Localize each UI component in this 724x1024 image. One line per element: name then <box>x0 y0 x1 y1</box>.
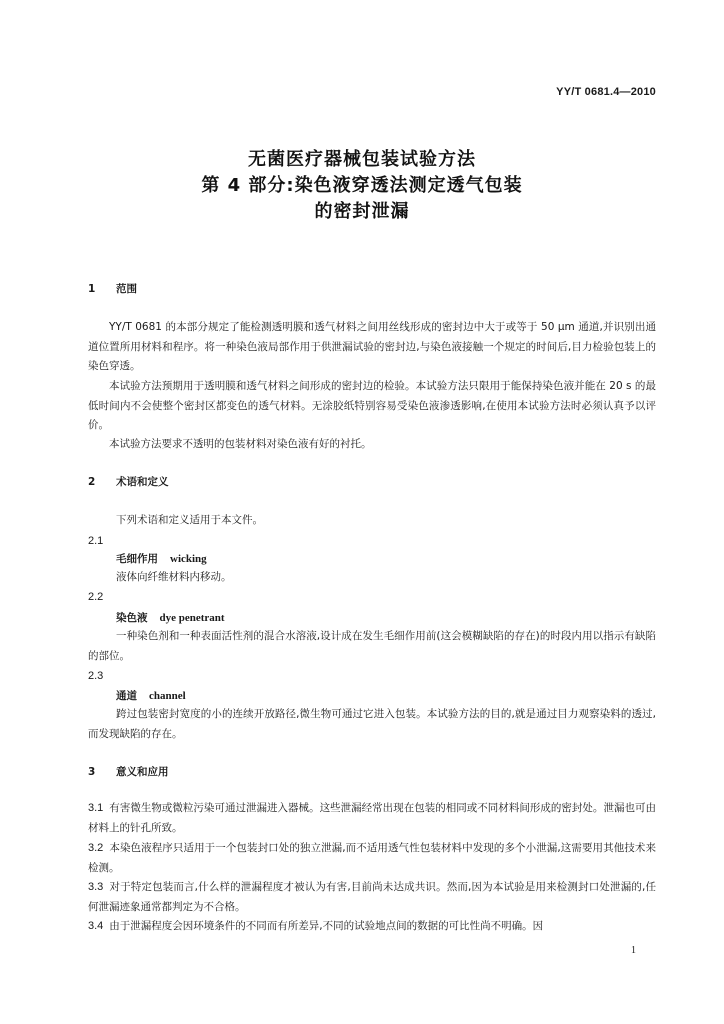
paragraph: 本试验方法预期用于透明膜和透气材料之间形成的密封边的检验。本试验方法只限用于能保持染色液并能在 20 s 的最低时间内不会使整个密封区都变色的透气材料。无涂胶纸特别容易受染色液渗透影响,在使用本试验方法时必须认真予以评价。 <box>88 380 656 431</box>
clause-text: 对于特定包装而言,什么样的泄漏程度才被认为有害,目前尚未达成共识。然而,因为本试验是用来检测封口处泄漏的,任何泄漏迹象通常都判定为不合格。 <box>88 881 656 913</box>
standard-code: YY/T 0681.4—2010 <box>556 86 656 98</box>
clause-text: 由于泄漏程度会因环境条件的不同而有所差异,不同的试验地点间的数据的可比性尚不明确。因 <box>109 920 544 932</box>
clause-text: 本染色液程序只适用于一个包装封口处的独立泄漏,而不适用透气性包装材料中发现的多个小泄漏,这需要用其他技术来检测。 <box>88 842 656 874</box>
term-heading <box>116 688 186 704</box>
clause-number: 3.3 <box>88 881 104 893</box>
paragraph: 下列术语和定义适用于本文件。 <box>116 514 263 526</box>
paragraph: 本试验方法要求不透明的包装材料对染色液有好的衬托。 <box>109 438 372 450</box>
term-definition: 液体向纤维材料内移动。 <box>116 571 232 583</box>
clause-number: 3.1 <box>88 802 104 814</box>
clause <box>88 878 656 917</box>
term-definition: 跨过包装密封宽度的小的连续开放路径,微生物可通过它进入包装。本试验方法的目的,就是通过目力观察染料的透过,而发现缺陷的存在。 <box>88 708 656 740</box>
term-heading <box>116 610 225 626</box>
section-title: 意义和应用 <box>116 766 169 778</box>
term-en: wicking <box>170 553 207 565</box>
clause-number: 3.4 <box>88 920 104 932</box>
title-line-1: 无菌医疗器械包装试验方法 <box>248 149 476 170</box>
term-definition: 一种染色剂和一种表面活性剂的混合水溶液,设计成在发生毛细作用前(这会模糊缺陷的存在)的时段内用以指示有缺陷的部位。 <box>88 630 656 662</box>
term-number: 2.1 <box>88 535 104 547</box>
clause <box>88 799 656 838</box>
term-zh: 通道 <box>116 690 137 702</box>
section-number: 1 <box>88 283 96 295</box>
section-title: 范围 <box>116 283 137 295</box>
term-zh: 毛细作用 <box>116 553 158 565</box>
page-number: 1 <box>631 945 636 956</box>
title-line-3: 的密封泄漏 <box>314 201 410 222</box>
clause-number: 3.2 <box>88 842 104 854</box>
section-number: 2 <box>88 476 96 488</box>
term-heading <box>116 551 207 567</box>
section-2-heading <box>88 474 169 490</box>
document-title <box>0 147 724 225</box>
clause <box>88 917 656 937</box>
paragraph: YY/T 0681 的本部分规定了能检测透明膜和透气材料之间用丝线形成的密封边中大于或等于 50 μm 通道,并识别出通道位置所用材料和程序。将一种染色液局部作用于供泄漏试验的密封边,与染色液接触一个规定的时间后,目力检验包装上的染色穿透。 <box>88 321 656 372</box>
term-en: channel <box>149 690 186 702</box>
section-number: 3 <box>88 766 96 778</box>
term-en: dye penetrant <box>159 612 225 624</box>
term-number: 2.3 <box>88 670 104 682</box>
section-3-heading <box>88 764 169 780</box>
title-line-2: 第 4 部分:染色液穿透法测定透气包装 <box>201 175 523 196</box>
term-number: 2.2 <box>88 591 104 603</box>
clause-text: 有害微生物或微粒污染可通过泄漏进入器械。这些泄漏经常出现在包装的相同或不同材料间形成的密封处。泄漏也可由材料上的针孔所致。 <box>88 802 656 834</box>
clause <box>88 839 656 878</box>
section-title: 术语和定义 <box>116 476 169 488</box>
term-zh: 染色液 <box>116 612 148 624</box>
section-1-heading <box>88 281 137 297</box>
